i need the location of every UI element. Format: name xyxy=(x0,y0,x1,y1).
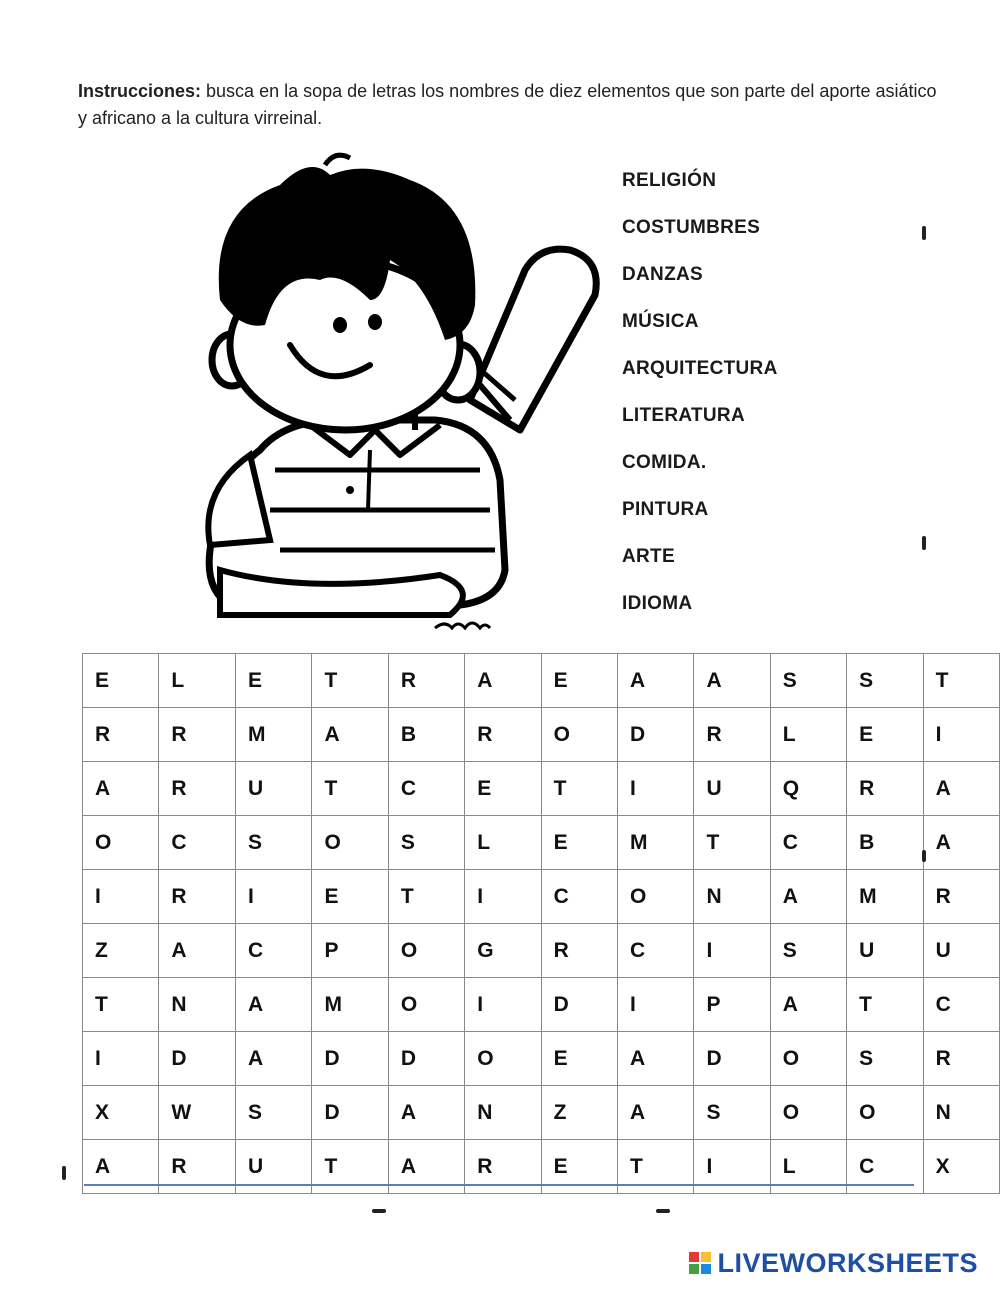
grid-cell[interactable]: L xyxy=(770,1140,846,1194)
word-search-grid xyxy=(82,653,1000,1194)
grid-cell[interactable]: A xyxy=(83,1140,159,1194)
grid-cell[interactable]: U xyxy=(694,762,770,816)
liveworksheets-logo xyxy=(689,1248,978,1279)
grid-cell[interactable]: N xyxy=(694,870,770,924)
word-item: COSTUMBRES xyxy=(622,217,761,238)
scan-mark xyxy=(922,226,926,240)
grid-cell[interactable]: R xyxy=(159,870,236,924)
grid-cell[interactable]: U xyxy=(236,1140,312,1194)
liveworksheets-logo-icon xyxy=(689,1252,711,1276)
grid-cell[interactable]: B xyxy=(388,708,464,762)
grid-cell[interactable]: O xyxy=(83,816,159,870)
grid-cell[interactable]: R xyxy=(923,1032,999,1086)
grid-cell[interactable]: C xyxy=(159,816,236,870)
grid-cell[interactable]: L xyxy=(770,708,846,762)
grid-cell[interactable]: A xyxy=(236,1032,312,1086)
grid-cell[interactable]: U xyxy=(236,762,312,816)
grid-row xyxy=(83,870,1000,924)
grid-cell[interactable]: A xyxy=(465,654,541,708)
grid-cell[interactable]: A xyxy=(618,1032,694,1086)
grid-cell[interactable]: O xyxy=(388,924,464,978)
word-item: MÚSICA xyxy=(622,311,699,332)
grid-cell[interactable]: R xyxy=(923,870,999,924)
word-item: PINTURA xyxy=(622,499,709,520)
grid-cell[interactable]: D xyxy=(312,1032,388,1086)
grid-cell[interactable]: I xyxy=(465,870,541,924)
grid-cell[interactable]: T xyxy=(541,762,617,816)
logo-text: LIVEWORKSHEETS xyxy=(717,1248,978,1278)
grid-cell[interactable]: G xyxy=(465,924,541,978)
grid-cell[interactable]: E xyxy=(465,762,541,816)
grid-cell[interactable]: R xyxy=(388,654,464,708)
instructions-text: busca en la sopa de letras los nombres de diez elementos que son parte del aporte asiático y africano a la cultura virreinal. xyxy=(78,81,937,128)
grid-cell[interactable]: M xyxy=(618,816,694,870)
grid-cell[interactable]: D xyxy=(694,1032,770,1086)
word-item: COMIDA. xyxy=(622,452,707,473)
grid-cell[interactable]: L xyxy=(465,816,541,870)
grid-cell[interactable]: T xyxy=(388,870,464,924)
grid-cell[interactable]: A xyxy=(236,978,312,1032)
grid-cell[interactable]: S xyxy=(770,654,846,708)
grid-row xyxy=(83,762,1000,816)
word-item: IDIOMA xyxy=(622,593,693,614)
grid-cell[interactable]: B xyxy=(847,816,923,870)
grid-cell[interactable]: E xyxy=(847,708,923,762)
grid-cell[interactable]: T xyxy=(847,978,923,1032)
grid-cell[interactable]: T xyxy=(618,1140,694,1194)
grid-cell[interactable]: O xyxy=(312,816,388,870)
grid-cell[interactable]: E xyxy=(541,1140,617,1194)
grid-cell[interactable]: R xyxy=(83,708,159,762)
grid-cell[interactable]: A xyxy=(923,762,999,816)
grid-cell[interactable]: I xyxy=(83,1032,159,1086)
word-list xyxy=(622,166,872,636)
grid-cell[interactable]: C xyxy=(770,816,846,870)
grid-cell[interactable]: A xyxy=(83,762,159,816)
grid-cell[interactable]: A xyxy=(388,1086,464,1140)
instructions xyxy=(78,78,938,132)
grid-cell[interactable]: D xyxy=(312,1086,388,1140)
grid-cell[interactable]: O xyxy=(847,1086,923,1140)
grid-cell[interactable]: C xyxy=(388,762,464,816)
scan-mark xyxy=(922,850,926,862)
grid-cell[interactable]: D xyxy=(618,708,694,762)
grid-cell[interactable]: N xyxy=(923,1086,999,1140)
grid-cell[interactable]: E xyxy=(541,1032,617,1086)
grid-cell[interactable]: S xyxy=(694,1086,770,1140)
grid-cell[interactable]: O xyxy=(770,1032,846,1086)
grid-row xyxy=(83,978,1000,1032)
grid-cell[interactable]: I xyxy=(618,978,694,1032)
grid-cell[interactable]: T xyxy=(694,816,770,870)
grid-cell[interactable]: C xyxy=(847,1140,923,1194)
grid-cell[interactable]: O xyxy=(770,1086,846,1140)
grid-cell[interactable]: T xyxy=(312,762,388,816)
grid-cell[interactable]: C xyxy=(923,978,999,1032)
grid-cell[interactable]: M xyxy=(312,978,388,1032)
instructions-label: Instrucciones: xyxy=(78,81,202,101)
grid-cell[interactable]: O xyxy=(618,870,694,924)
grid-cell[interactable]: A xyxy=(312,708,388,762)
scan-mark xyxy=(62,1166,66,1180)
grid-cell[interactable]: Q xyxy=(770,762,846,816)
grid-cell[interactable]: S xyxy=(388,816,464,870)
grid-row xyxy=(83,816,1000,870)
grid-cell[interactable]: M xyxy=(236,708,312,762)
grid-cell[interactable]: A xyxy=(923,816,999,870)
grid-cell[interactable]: M xyxy=(847,870,923,924)
grid-row xyxy=(83,654,1000,708)
grid-cell[interactable]: S xyxy=(236,1086,312,1140)
grid-cell[interactable]: E xyxy=(541,816,617,870)
grid-cell[interactable]: E xyxy=(312,870,388,924)
scan-mark xyxy=(922,536,926,550)
grid-cell[interactable]: W xyxy=(159,1086,236,1140)
grid-cell[interactable]: R xyxy=(159,762,236,816)
grid-row xyxy=(83,1032,1000,1086)
scan-mark xyxy=(372,1209,386,1213)
grid-cell[interactable]: I xyxy=(465,978,541,1032)
grid-cell[interactable]: I xyxy=(236,870,312,924)
grid-cell[interactable]: R xyxy=(847,762,923,816)
grid-cell[interactable]: O xyxy=(541,708,617,762)
grid-cell[interactable]: R xyxy=(159,708,236,762)
divider-line xyxy=(84,1184,914,1186)
grid-row xyxy=(83,924,1000,978)
grid-cell[interactable]: N xyxy=(465,1086,541,1140)
grid-cell[interactable]: R xyxy=(541,924,617,978)
grid-cell[interactable]: I xyxy=(618,762,694,816)
grid-cell[interactable]: U xyxy=(923,924,999,978)
grid-cell[interactable]: T xyxy=(83,978,159,1032)
grid-cell[interactable]: R xyxy=(465,1140,541,1194)
grid-cell[interactable]: C xyxy=(236,924,312,978)
word-item: DANZAS xyxy=(622,264,703,285)
grid-row xyxy=(83,1086,1000,1140)
grid-cell[interactable]: E xyxy=(541,654,617,708)
grid-cell[interactable]: A xyxy=(618,654,694,708)
grid-cell[interactable]: E xyxy=(83,654,159,708)
grid-cell[interactable]: X xyxy=(923,1140,999,1194)
scan-mark xyxy=(656,1209,670,1213)
grid-cell[interactable]: A xyxy=(618,1086,694,1140)
grid-cell[interactable]: R xyxy=(694,708,770,762)
grid-cell[interactable]: I xyxy=(923,708,999,762)
grid-cell[interactable]: T xyxy=(312,654,388,708)
grid-cell[interactable]: Z xyxy=(541,1086,617,1140)
grid-cell[interactable]: C xyxy=(618,924,694,978)
grid-cell[interactable]: I xyxy=(694,924,770,978)
grid-cell[interactable]: D xyxy=(388,1032,464,1086)
grid-cell[interactable]: A xyxy=(770,978,846,1032)
grid-cell[interactable]: N xyxy=(159,978,236,1032)
word-item: LITERATURA xyxy=(622,405,745,426)
grid-cell[interactable]: L xyxy=(159,654,236,708)
grid-cell[interactable]: C xyxy=(541,870,617,924)
grid-cell[interactable]: D xyxy=(159,1032,236,1086)
grid-cell[interactable]: R xyxy=(159,1140,236,1194)
boy-waving-illustration xyxy=(190,150,620,640)
grid-cell[interactable]: S xyxy=(236,816,312,870)
word-item: ARQUITECTURA xyxy=(622,358,778,379)
word-item: ARTE xyxy=(622,546,675,567)
grid-cell[interactable]: U xyxy=(847,924,923,978)
grid-cell[interactable]: O xyxy=(465,1032,541,1086)
grid-cell[interactable]: P xyxy=(312,924,388,978)
grid-cell[interactable]: X xyxy=(83,1086,159,1140)
grid-cell[interactable]: R xyxy=(465,708,541,762)
grid-cell[interactable]: S xyxy=(847,654,923,708)
grid-row xyxy=(83,708,1000,762)
grid-cell[interactable]: O xyxy=(388,978,464,1032)
grid-cell[interactable]: A xyxy=(770,870,846,924)
grid-cell[interactable]: T xyxy=(923,654,999,708)
grid-cell[interactable]: A xyxy=(388,1140,464,1194)
grid-cell[interactable]: S xyxy=(847,1032,923,1086)
grid-cell[interactable]: T xyxy=(312,1140,388,1194)
grid-cell[interactable]: A xyxy=(694,654,770,708)
grid-cell[interactable]: S xyxy=(770,924,846,978)
grid-cell[interactable]: A xyxy=(159,924,236,978)
grid-cell[interactable]: D xyxy=(541,978,617,1032)
grid-cell[interactable]: E xyxy=(236,654,312,708)
grid-cell[interactable]: P xyxy=(694,978,770,1032)
grid-cell[interactable]: I xyxy=(694,1140,770,1194)
grid-cell[interactable]: I xyxy=(83,870,159,924)
word-item: RELIGIÓN xyxy=(622,170,717,191)
grid-cell[interactable]: Z xyxy=(83,924,159,978)
